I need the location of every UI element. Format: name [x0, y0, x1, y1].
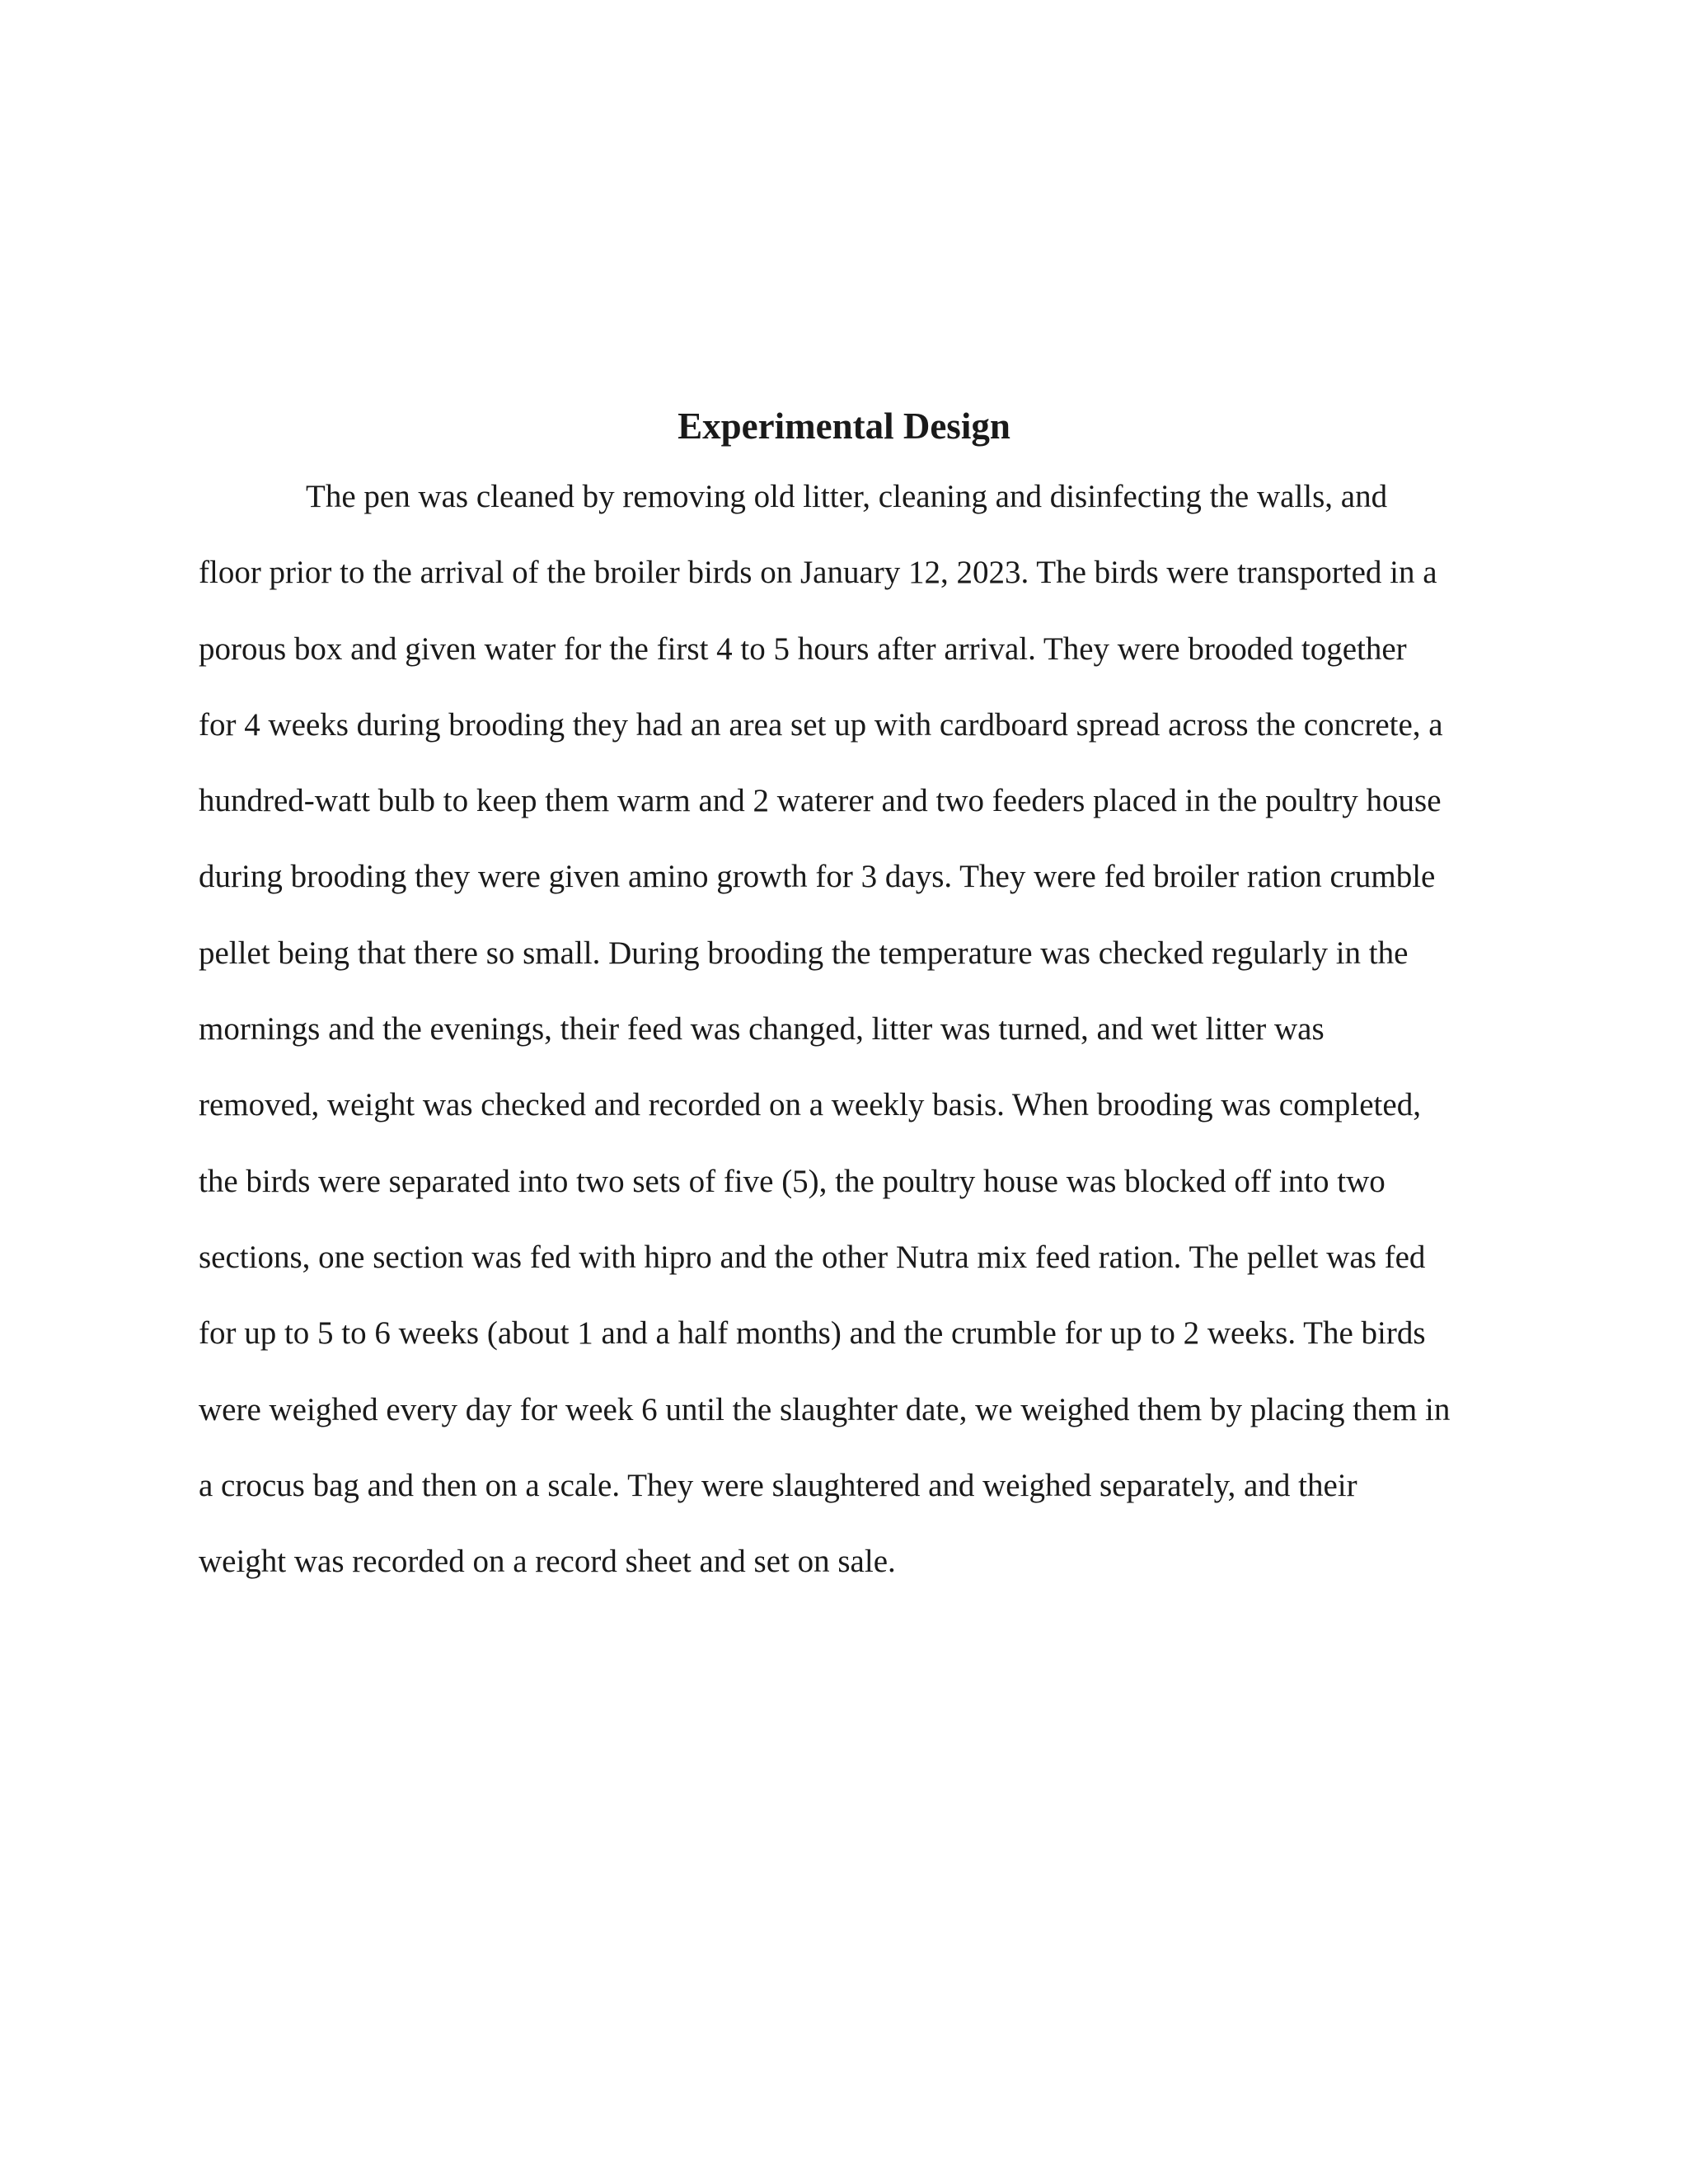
paragraph-line: floor prior to the arrival of the broiler birds on January 12, 2023. The birds were transported in a [199, 555, 1437, 591]
paragraph-line: sections, one section was fed with hipro and the other Nutra mix feed ration. The pellet was fed [199, 1239, 1426, 1275]
paragraph-line: The pen was cleaned by removing old litter, cleaning and disinfecting the walls, and [306, 479, 1388, 514]
paragraph-line: removed, weight was checked and recorded on a weekly basis. When brooding was completed, [199, 1087, 1421, 1123]
paragraph-line: for 4 weeks during brooding they had an area set up with cardboard spread across the concrete, a [199, 706, 1443, 743]
paragraph-line: a crocus bag and then on a scale. They were slaughtered and weighed separately, and their [199, 1467, 1357, 1503]
paragraph-line: porous box and given water for the first 4 to 5 hours after arrival. They were brooded together [199, 630, 1407, 667]
paragraph-line: during brooding they were given amino growth for 3 days. They were fed broiler ration crumble [199, 859, 1436, 895]
paragraph-line: hundred-watt bulb to keep them warm and 2 waterer and two feeders placed in the poultry house [199, 783, 1442, 819]
paragraph-line: the birds were separated into two sets of five (5), the poultry house was blocked off into two [199, 1163, 1386, 1199]
paragraph-line: for up to 5 to 6 weeks (about 1 and a half months) and the crumble for up to 2 weeks. The birds [199, 1315, 1426, 1352]
paragraph-line: pellet being that there so small. During brooding the temperature was checked regularly in the [199, 935, 1409, 971]
paragraph-line: weight was recorded on a record sheet and set on sale. [199, 1544, 896, 1580]
paragraph-line: were weighed every day for week 6 until the slaughter date, we weighed them by placing them in [199, 1391, 1451, 1427]
body-paragraph [199, 474, 1493, 1615]
page-title: Experimental Design [678, 405, 1010, 447]
paragraph-line: mornings and the evenings, their feed was changed, litter was turned, and wet litter was [199, 1011, 1325, 1047]
